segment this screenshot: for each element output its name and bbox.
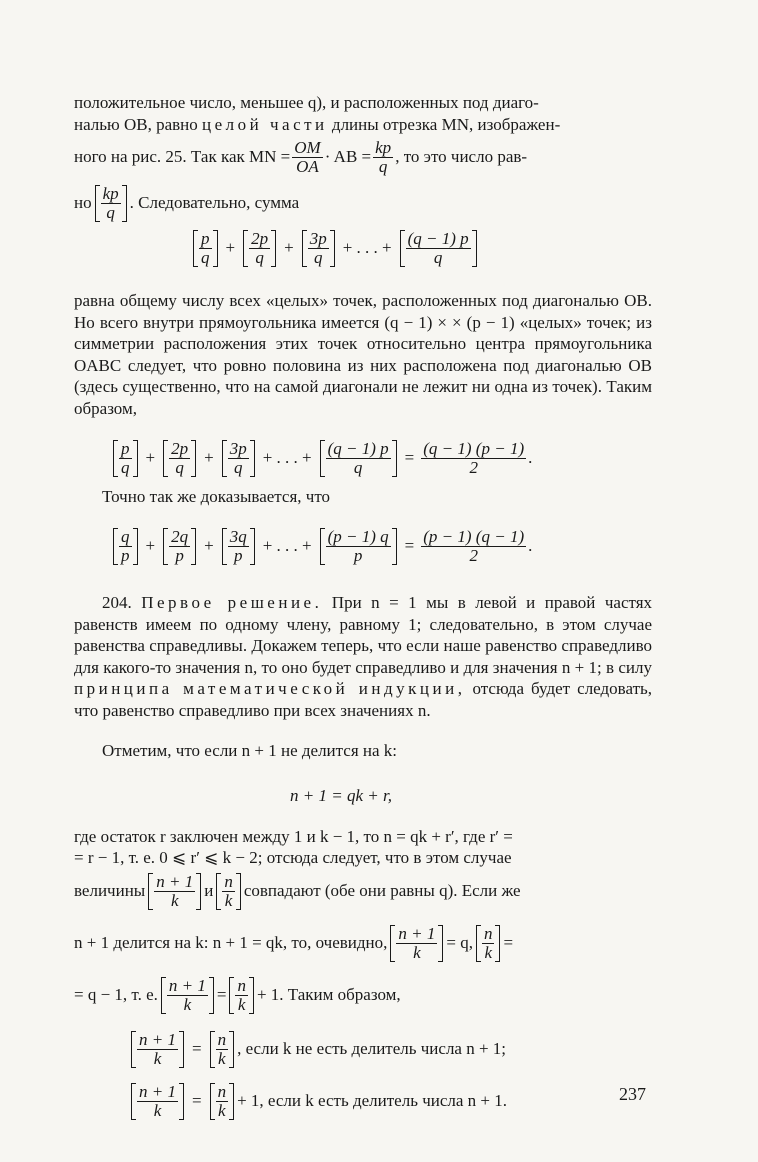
paragraph: 204. Первое решение. При n = 1 мы в левой и правой частях равенств имеем по одному члену, равному 1; следовательно, в этом случае равенства справедливы. Докажем теперь, что если наше равенство справедливо для какого-то значения n, то оно будет справедливо и для значения n + 1; в силу принципа математической индукции, отсюда будет следовать, что равенство справедливо при всех значениях n. xyxy=(74,593,653,720)
text-line: = q − 1, т. е. $\frac{n + 1}{k}$ = $\frac{n}{k}$ + 1. Таким образом, xyxy=(74,975,401,1014)
equation-case-divisor: $\frac{n + 1}{k}$ = $\frac{n}{k}$ + 1, если k есть делитель числа n + 1. xyxy=(128,1076,507,1126)
text-line: но $\frac{kp}{q}$ . Следовательно, сумма xyxy=(74,183,300,222)
fraction: $\frac{kp}{q}$ xyxy=(375,137,392,176)
text-line: налью OB, равно целой части длины отрезка MN, изображен- xyxy=(74,115,561,134)
text-line: положительное число, меньшее q), и расположенных под диаго- xyxy=(74,93,539,112)
equation-case-not-divisor: $\frac{n + 1}{k}$ = $\frac{n}{k}$ , если k не есть делитель числа n + 1; xyxy=(128,1024,506,1074)
equation-sum: $\frac{p}{q}$ + $\frac{2p}{q}$ + $\frac{3p}{q}$ + . . . + $\frac{(q - 1) p}{q}$ xyxy=(190,222,480,274)
text-line: Точно так же доказывается, что xyxy=(102,487,331,506)
page-number: 237 xyxy=(619,1084,646,1104)
text-line: величины $\frac{n + 1}{k}$ и $\frac{n}{k}$ совпадают (обе они равны q). Если же xyxy=(74,871,521,910)
floor-bracket: $\frac{kp}{q}$ xyxy=(95,185,127,222)
text-line: n + 1 делится на k: n + 1 = qk, то, очевидно, $\frac{n + 1}{k}$ = q, $\frac{n}{k}$ = xyxy=(74,923,514,962)
text-line: Отметим, что если n + 1 не делится на k: xyxy=(102,741,398,760)
fraction: $\frac{OM}{OA}$ xyxy=(294,137,321,176)
equation-division: n + 1 = qk + r, xyxy=(290,786,392,805)
text-line: ного на рис. 25. Так как MN = $\frac{OM}{OA}$ · AB = $\frac{kp}{q}$ , то это число рав- xyxy=(74,137,528,176)
text-line: = r − 1, т. е. 0 ⩽ r′ ⩽ k − 2; отсюда следует, что в этом случае xyxy=(74,848,512,867)
equation-floor-sum-p: $\frac{q}{p}$ + $\frac{2q}{p}$ + $\frac{3q}{p}$ + . . . + $\frac{(p - 1) q}{p}$ = $\frac{(p - 1) (q - 1)}{2}$ . xyxy=(110,520,532,572)
equation-floor-sum-q: $\frac{p}{q}$ + $\frac{2p}{q}$ + $\frac{3p}{q}$ + . . . + $\frac{(q - 1) p}{q}$ = $\frac{(q - 1) (p - 1)}{2}$ . xyxy=(110,432,532,484)
paragraph: равна общему числу всех «целых» точек, расположенных под диагональю OB. Но всего внутри прямоугольника имеется (q − 1) × × (p − 1) «целых» точек; из симметрии расположения этих точек относительно центра прямоугольника OABC следует, что ровно половина из них расположена под диагональю OB (здесь существенно, что на самой диагонали не лежит ни одна из точек). Таким образом, xyxy=(74,291,652,418)
text-line: где остаток r заключен между 1 и k − 1, то n = qk + r′, где r′ = xyxy=(74,827,513,846)
